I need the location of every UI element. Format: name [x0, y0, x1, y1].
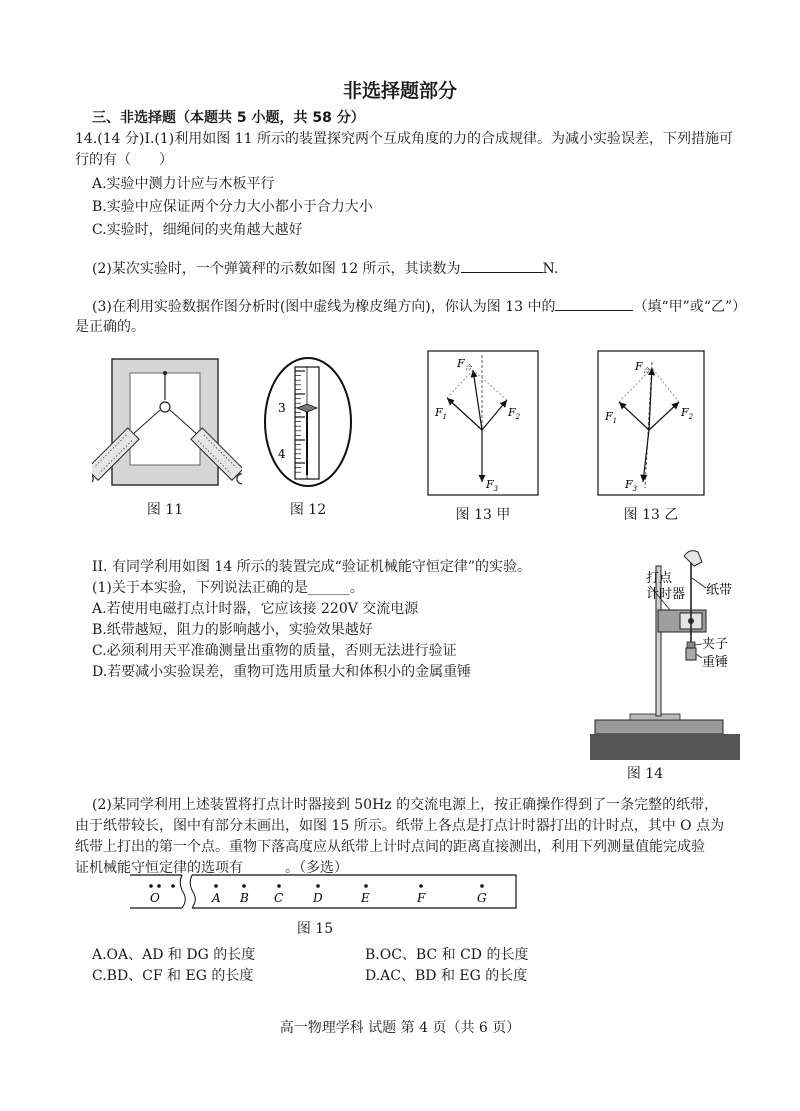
- q14-part2-unit: N.: [542, 261, 559, 277]
- page-title: 非选择题部分: [342, 80, 457, 102]
- answer-option-c: C.BD、CF 和 EG 的长度: [92, 968, 254, 984]
- answer-blank[interactable]: [555, 296, 633, 311]
- figure-13-jia-caption: 图 13 甲: [455, 507, 511, 523]
- figure-12: [262, 355, 354, 490]
- figure-13-yi: [597, 350, 705, 496]
- part2-q2-line1: (2)某同学利用上述装置将打点计时器接到 50Hz 的交流电源上，按正确操作得到了一条完整的纸带，: [92, 797, 719, 813]
- tape-point-o: O: [150, 891, 160, 905]
- part2-option-b: B.纸带越短，阻力的影响越小，实验效果越好: [92, 622, 373, 638]
- q14-part2: [92, 258, 558, 279]
- tape-dot: [316, 884, 320, 888]
- label-clip: 夹子: [702, 637, 729, 652]
- page-footer: 高一物理学科 试题 第 4 页（共 6 页）: [279, 1020, 521, 1036]
- force-label-f1: $F_1$: [605, 410, 618, 425]
- part2-q2-line3: 纸带上打出的第一个点。重物下落高度应从纸带上计时点间的距离直接测出，利用下列测量值能完成验: [75, 839, 705, 855]
- force-label-f-he: $F_合$: [457, 357, 472, 372]
- force-label-f-he: $F_合$: [635, 360, 650, 375]
- tape-dot: [149, 884, 153, 888]
- answer-option-d: D.AC、BD 和 EG 的长度: [365, 968, 528, 984]
- figure-12-caption: 图 12: [289, 502, 327, 518]
- part2-option-a: A.若使用电磁打点计时器，它应该接 220V 交流电源: [92, 601, 419, 617]
- label-weight: 重锤: [702, 655, 729, 670]
- figure-13-jia: [427, 350, 539, 496]
- q14-stem-line2: 行的有（ ）: [75, 152, 173, 168]
- force-label-f1: $F_1$: [435, 406, 448, 421]
- figure-13-yi-caption: 图 13 乙: [623, 507, 679, 523]
- figure-14: [590, 548, 740, 760]
- tape-dot: [214, 884, 218, 888]
- part2-q2-line2: 由于纸带较长，图中有部分未画出，如图 15 所示。纸带上各点是打点计时器打出的计时点，其中 O 点为: [75, 818, 725, 834]
- figure-11: [92, 355, 242, 490]
- tape-dot: [242, 884, 246, 888]
- tape-point-a: A: [212, 891, 221, 905]
- tape-point-c: C: [274, 891, 284, 905]
- q14-part3-line2: 是正确的。: [75, 319, 145, 335]
- label-timer-line2: 计时器: [646, 587, 686, 602]
- section-heading: 三、非选择题（本题共 5 小题，共 58 分）: [92, 110, 365, 126]
- q14-part2-text: (2)某次实验时，一个弹簧秤的示数如图 12 所示，其读数为: [92, 261, 461, 277]
- part2-intro: II. 有同学利用如图 14 所示的装置完成“验证机械能守恒定律”的实验。: [92, 559, 531, 575]
- q14-option-b: B.实验中应保证两个分力大小都小于合力大小: [92, 199, 373, 215]
- tape-point-d: D: [313, 891, 323, 905]
- part2-option-c: C.必须利用天平准确测量出重物的质量，否则无法进行验证: [92, 643, 457, 659]
- force-label-f2: $F_2$: [508, 406, 521, 421]
- tape-dot: [277, 884, 281, 888]
- q14-part3-text: (3)在利用实验数据作图分析时(图中虚线为橡皮绳方向)，你认为图 13 中的: [92, 299, 556, 315]
- figure-11-caption: 图 11: [146, 502, 184, 518]
- tape-dot: [480, 884, 484, 888]
- q14-part3-hint: （填“甲”或“乙”）: [633, 299, 747, 315]
- part2-q1: (1)关于本实验，下列说法正确的是______。: [92, 580, 364, 596]
- answer-option-a: A.OA、AD 和 DG 的长度: [92, 947, 256, 963]
- scale-tick-label-4: 4: [278, 447, 286, 461]
- label-tape: 纸带: [706, 583, 733, 598]
- tape-dot: [157, 884, 161, 888]
- force-label-f3: $F_3$: [625, 478, 638, 493]
- q14-stem-line1: 14.(14 分)I.(1)利用如图 11 所示的装置探究两个互成角度的力的合成规律。为减小实验误差，下列措施可: [75, 131, 733, 147]
- tape-dot: [419, 884, 423, 888]
- q14-option-c: C.实验时，细绳间的夹角越大越好: [92, 222, 303, 238]
- figure-15-caption: 图 15: [296, 921, 334, 937]
- scale-tick-label-3: 3: [278, 401, 286, 415]
- q14-part3: [92, 296, 746, 317]
- answer-blank[interactable]: [461, 258, 543, 273]
- force-label-f2: $F_2$: [681, 406, 694, 421]
- answer-option-b: B.OC、BC 和 CD 的长度: [365, 947, 529, 963]
- q14-option-a: A.实验中测力计应与木板平行: [92, 176, 275, 192]
- part2-q2-line4: 证机械能守恒定律的选项有______。（多选）: [75, 860, 348, 876]
- tape-point-g: G: [477, 891, 487, 905]
- tape-point-b: B: [240, 891, 249, 905]
- tape-point-f: F: [417, 891, 426, 905]
- tape-dot: [171, 884, 175, 888]
- tape-dot: [364, 884, 368, 888]
- part2-option-d: D.若要减小实验误差，重物可选用质量大和体积小的金属重锤: [92, 664, 472, 680]
- force-label-f3: $F_3$: [486, 478, 499, 493]
- tape-point-e: E: [361, 891, 370, 905]
- figure-15: [128, 872, 520, 912]
- label-timer-line1: 打点: [646, 571, 673, 586]
- figure-14-caption: 图 14: [626, 766, 664, 782]
